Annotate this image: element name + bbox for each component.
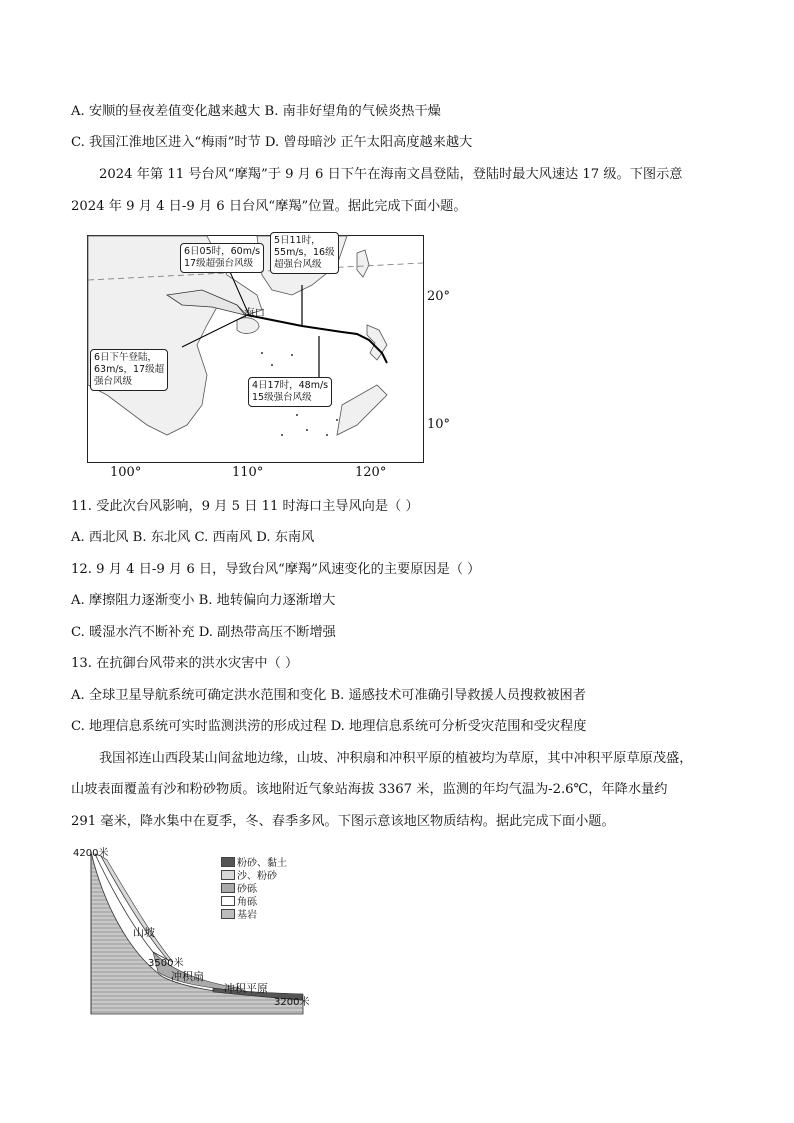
q11-stem: 11. 受此次台风影响，9 月 5 日 11 时海口主导风向是（ ） xyxy=(71,499,419,514)
lat-tick-10: 10° xyxy=(427,417,451,432)
callout-text: 17级超强台风级 xyxy=(184,258,254,269)
intro1-line-2: 2024 年 9 月 4 日-9 月 6 日台风“摩羯”位置。据此完成下面小题。 xyxy=(71,199,467,214)
legend-swatch-sand-silt xyxy=(221,870,235,880)
callout-text: 强台风级 xyxy=(94,376,133,387)
q10-option-line-2: C. 我国江淮地区进入“梅雨”时节 D. 曾母暗沙 正午太阳高度越来越大 xyxy=(71,135,473,150)
q12-option-line-1: A. 摩擦阻力逐渐变小 B. 地转偏向力逐渐增大 xyxy=(71,593,336,608)
legend-label: 基岩 xyxy=(237,910,257,921)
callout-5th-11h xyxy=(270,232,339,274)
elevation-4200: 4200米 xyxy=(73,848,109,859)
callout-text: 63m/s，17级超 xyxy=(94,364,165,375)
callout-text: 6日下午登陆， xyxy=(94,352,158,363)
intro2-line-1: 我国祁连山西段某山间盆地边缘，山坡、冲积扇和冲积平原的植被均为草原，其中冲积平原草原茂盛， xyxy=(99,751,693,766)
lon-tick-120: 120° xyxy=(355,465,387,480)
legend-label: 砂砾 xyxy=(237,884,257,895)
callout-text: 5日11时， xyxy=(274,235,321,246)
legend-label: 角砾 xyxy=(237,897,257,908)
q12-stem: 12. 9 月 4 日-9 月 6 日，导致台风“摩羯”风速变化的主要原因是（ ） xyxy=(71,562,481,577)
q13-option-line-1: A. 全球卫星导航系统可确定洪水范围和变化 B. 遥感技术可准确引导救援人员搜救被困者 xyxy=(71,688,586,703)
callout-text: 6日05时，60m/s xyxy=(184,246,261,257)
callout-text: 55m/s，16级 xyxy=(274,247,335,258)
callout-text: 4日17时，48m/s xyxy=(252,380,329,391)
lon-tick-100: 100° xyxy=(110,465,142,480)
intro1-line-1: 2024 年第 11 号台风“摩羯”于 9 月 6 日下午在海南文昌登陆，登陆时最大风速达 17 级。下图示意 xyxy=(99,167,683,182)
q10-option-line-1: A. 安顺的昼夜差值变化越来越大 B. 南非好望角的气候炎热干燥 xyxy=(71,104,441,119)
typhoon-track-map xyxy=(87,235,424,463)
legend-label: 粉砂、黏土 xyxy=(237,858,287,869)
callout-6th-landfall xyxy=(90,349,168,391)
intro2-line-3: 291 毫米，降水集中在夏季，冬、春季多风。下图示意该地区物质结构。据此完成下面小题。 xyxy=(71,814,615,829)
zone-slope-label: 山坡 xyxy=(133,926,155,939)
legend-swatch-breccia xyxy=(221,896,235,906)
zone-fan-label: 冲积扇 xyxy=(171,970,204,983)
callout-text: 超强台风级 xyxy=(274,259,322,270)
callout-6th-05h xyxy=(180,243,264,273)
legend-swatch-gravel xyxy=(221,883,235,893)
legend-swatch-bedrock xyxy=(221,909,235,919)
callout-4th-17h xyxy=(248,377,332,407)
elevation-3200: 3200米 xyxy=(274,997,310,1008)
q11-options: A. 西北风 B. 东北风 C. 西南风 D. 东南风 xyxy=(71,530,315,545)
zone-plain-label: 冲积平原 xyxy=(224,982,268,995)
intro2-line-2: 山坡表面覆盖有沙和粉砂物质。该地附近气象站海拔 3367 米，监测的年均气温为-2.6℃，年降水量约 xyxy=(71,782,668,797)
lat-tick-20: 20° xyxy=(427,289,451,304)
legend-swatch-silt-clay xyxy=(221,857,235,867)
q12-option-line-2: C. 暖湿水汽不断补充 D. 副热带高压不断增强 xyxy=(71,625,336,640)
callout-text: 15级强台风级 xyxy=(252,392,312,403)
terrain-profile-diagram xyxy=(73,842,323,1017)
legend-label: 沙、粉砂 xyxy=(237,871,277,882)
lon-tick-110: 110° xyxy=(232,465,264,480)
q13-stem: 13. 在抗御台风带来的洪水灾害中（ ） xyxy=(71,656,299,671)
q13-option-line-2: C. 地理信息系统可实时监测洪涝的形成过程 D. 地理信息系统可分析受灾范围和受灾程度 xyxy=(71,719,587,734)
elevation-3500: 3500米 xyxy=(148,958,184,969)
label-haikou: 海口 xyxy=(244,307,265,319)
